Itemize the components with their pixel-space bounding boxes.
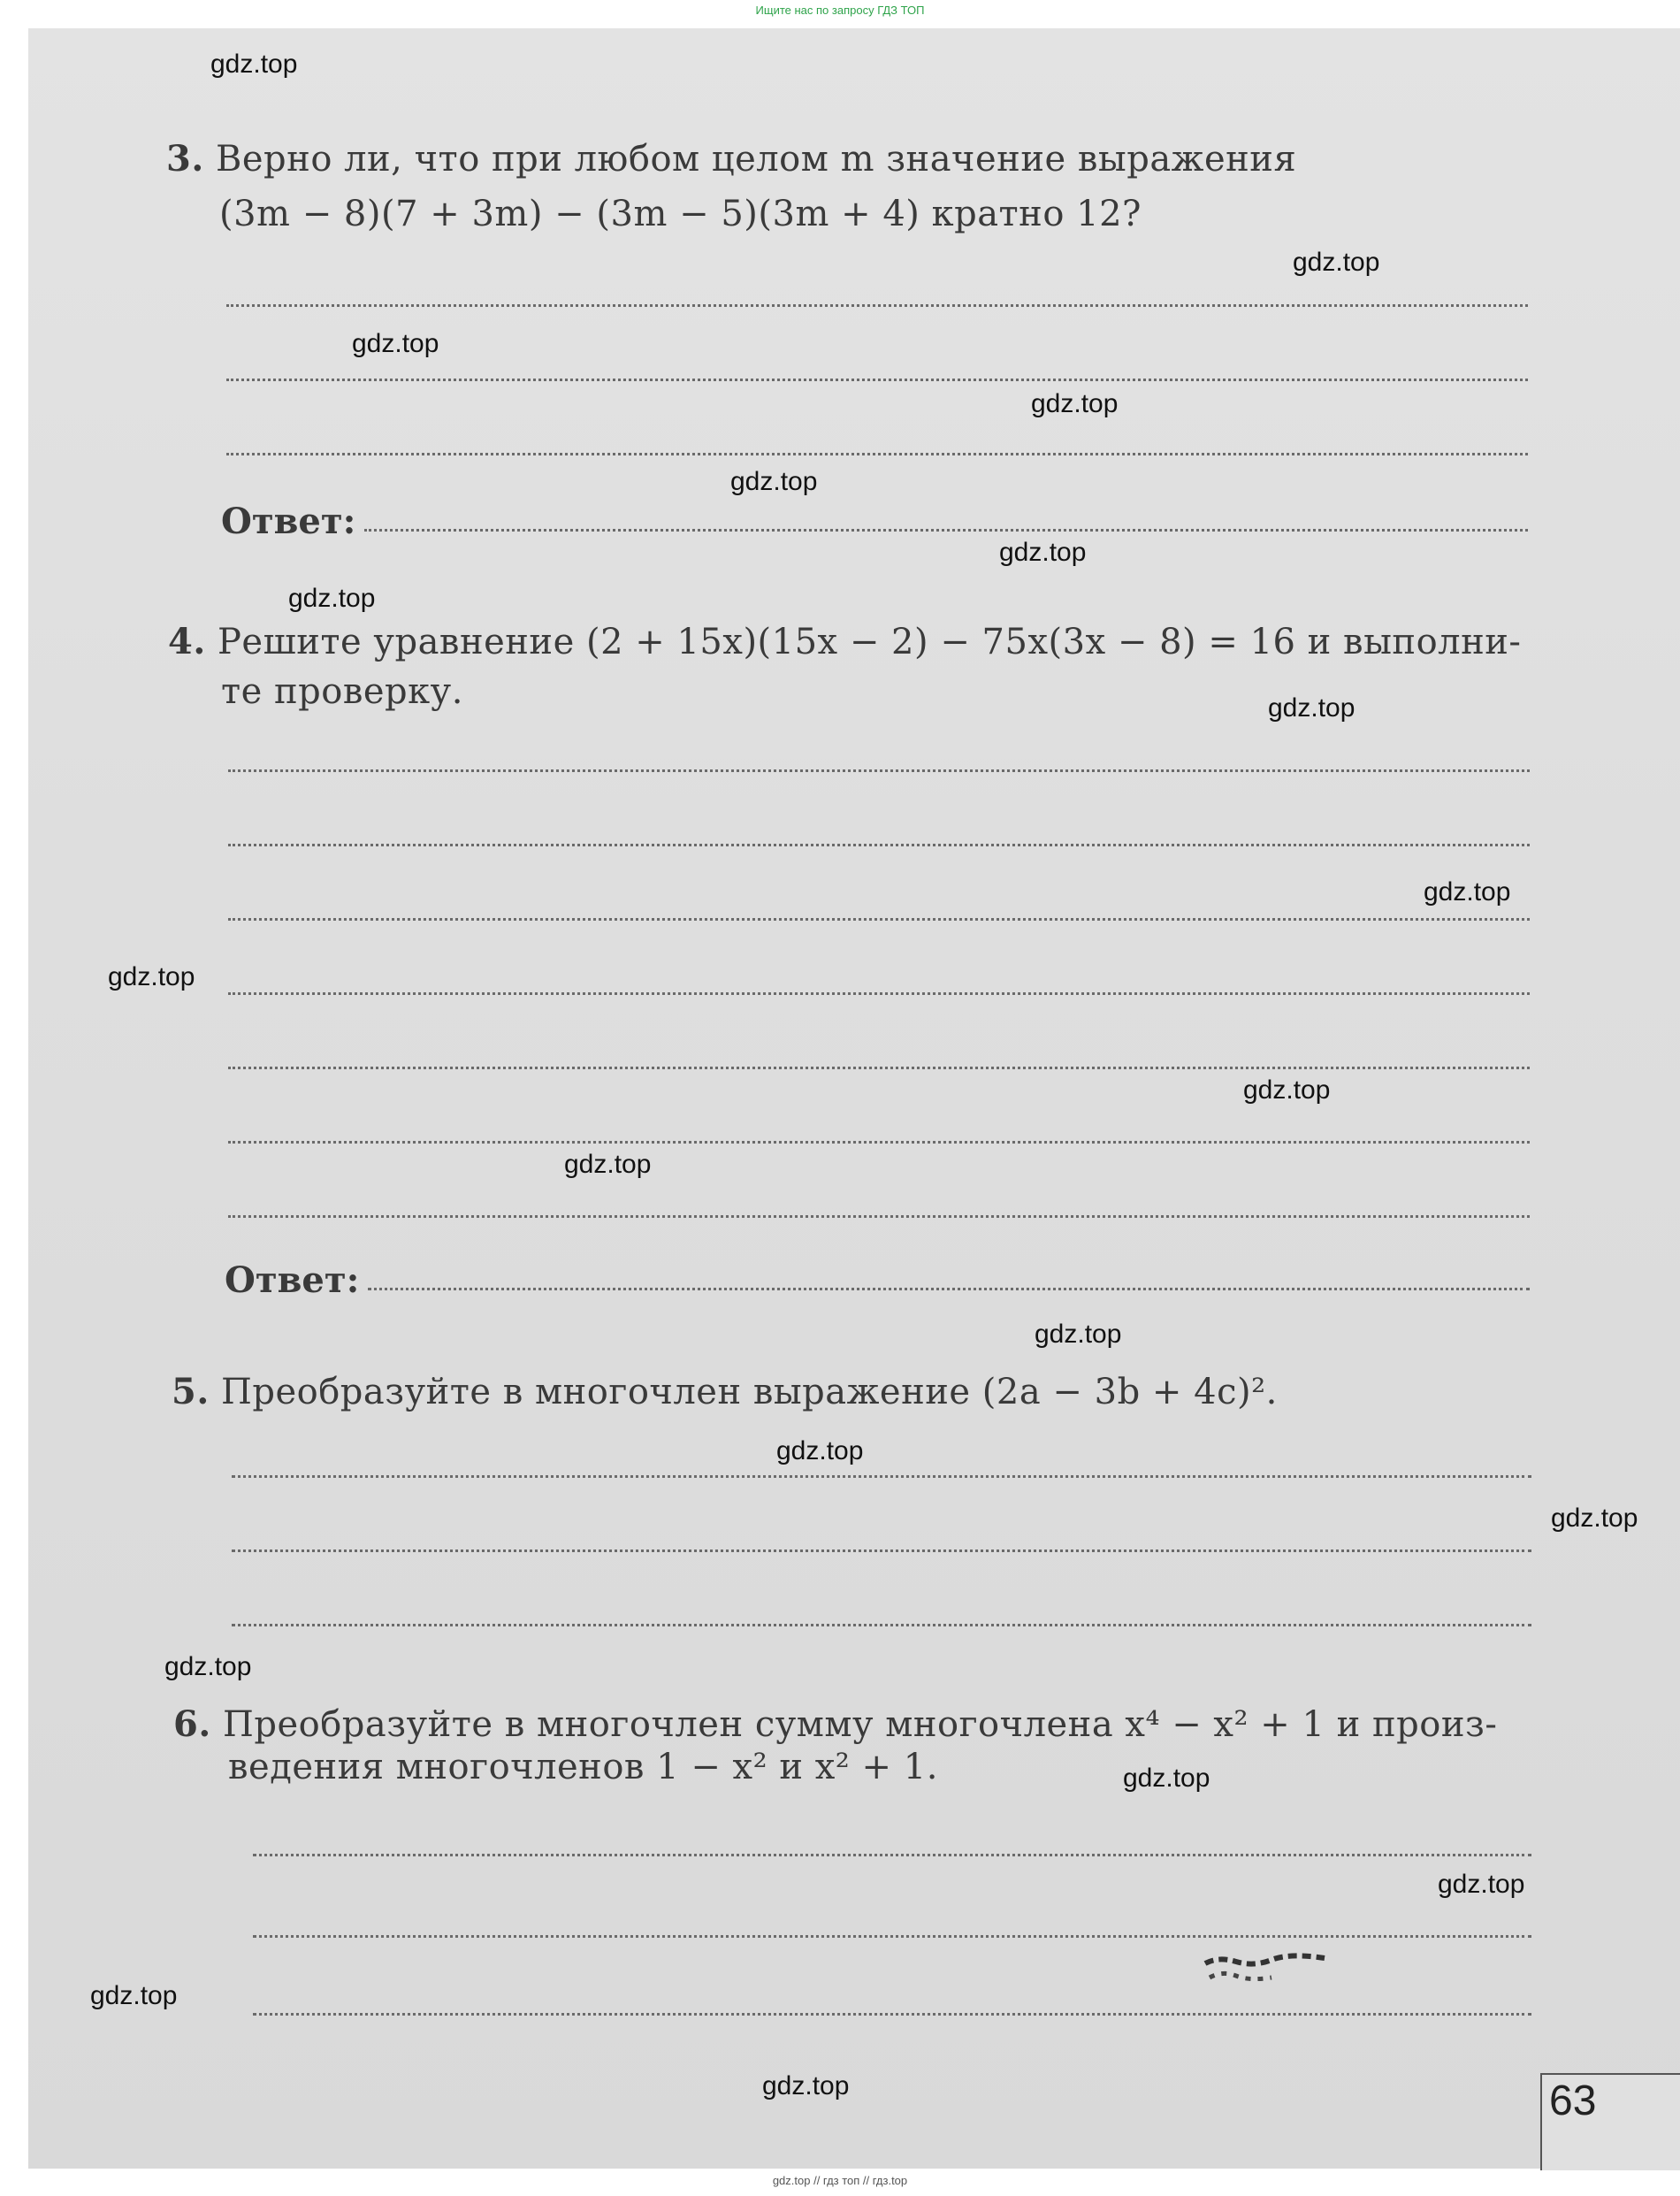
answer-line[interactable]: [228, 992, 1530, 995]
task-number: 4.: [168, 621, 206, 662]
task-text-line-1: Решите уравнение (2 + 15x)(15x − 2) − 75x(3x − 8) = 16 и выполни-: [217, 622, 1522, 662]
watermark: gdz.top: [776, 1436, 864, 1465]
task-number: 6.: [173, 1703, 211, 1745]
answer-field[interactable]: [368, 1288, 1530, 1290]
answer-line[interactable]: [228, 1141, 1530, 1144]
task-number: 5.: [172, 1371, 210, 1412]
answer-line[interactable]: [253, 1935, 1531, 1938]
watermark: gdz.top: [210, 50, 298, 79]
answer-label: Ответ:: [221, 501, 356, 542]
watermark: gdz.top: [108, 962, 195, 991]
answer-line[interactable]: [228, 1215, 1530, 1218]
answer-line[interactable]: [226, 453, 1528, 455]
answer-line[interactable]: [228, 769, 1530, 772]
watermark: gdz.top: [352, 329, 439, 358]
watermark: gdz.top: [90, 1981, 178, 2010]
watermark: gdz.top: [288, 584, 376, 613]
watermark: gdz.top: [1243, 1075, 1331, 1105]
workbook-page: [28, 28, 1680, 2169]
watermark: gdz.top: [730, 467, 818, 496]
answer-line[interactable]: [228, 1067, 1530, 1069]
task-4: [168, 617, 1521, 667]
answer-line[interactable]: [232, 1549, 1531, 1552]
task-text-line-1: Верно ли, что при любом целом m значение выражения: [215, 139, 1297, 180]
watermark: gdz.top: [1293, 248, 1380, 277]
task-text-line-2: (3m − 8)(7 + 3m) − (3m − 5)(3m + 4) кратно 12?: [219, 194, 1142, 234]
task-4-line-2: [221, 667, 463, 716]
answer-line[interactable]: [253, 1854, 1531, 1856]
task-5: [172, 1367, 1278, 1417]
page-number: 63: [1549, 2077, 1597, 2124]
answer-line[interactable]: [232, 1475, 1531, 1478]
watermark: gdz.top: [1424, 877, 1511, 907]
watermark: gdz.top: [762, 2071, 850, 2100]
answer-label: Ответ:: [225, 1259, 360, 1301]
answer-line[interactable]: [226, 379, 1528, 381]
task-3: [166, 134, 1296, 184]
watermark: gdz.top: [1031, 389, 1119, 418]
footer-note: gdz.top // гдз топ // гдз.top: [772, 2174, 908, 2187]
answer-line[interactable]: [253, 2013, 1531, 2016]
watermark: gdz.top: [1268, 693, 1355, 723]
watermark: gdz.top: [1551, 1504, 1638, 1533]
task-text-line-1: Преобразуйте в многочлен выражение (2a − 3b + 4c)².: [220, 1372, 1278, 1412]
task-6-line-2: [228, 1742, 938, 1792]
watermark: gdz.top: [1035, 1320, 1122, 1349]
task-number: 3.: [166, 138, 204, 180]
watermark: gdz.top: [999, 538, 1087, 567]
task-text-line-2: ведения многочленов 1 − x² и x² + 1.: [228, 1747, 938, 1787]
answer-line[interactable]: [226, 304, 1528, 307]
header-note: Ищите нас по запросу ГДЗ ТОП: [755, 4, 925, 17]
ink-smudge: [1201, 1951, 1333, 1986]
task-3-line-2: [219, 189, 1142, 239]
answer-line[interactable]: [232, 1624, 1531, 1626]
task-text-line-1: Преобразуйте в многочлен сумму многочлена x⁴ − x² + 1 и произ-: [222, 1704, 1498, 1745]
watermark: gdz.top: [564, 1150, 652, 1179]
watermark: gdz.top: [164, 1652, 252, 1681]
watermark: gdz.top: [1438, 1870, 1525, 1899]
answer-line[interactable]: [228, 918, 1530, 921]
task-text-line-2: те проверку.: [221, 671, 463, 712]
answer-field[interactable]: [364, 529, 1528, 532]
answer-line[interactable]: [228, 844, 1530, 846]
watermark: gdz.top: [1123, 1764, 1210, 1793]
